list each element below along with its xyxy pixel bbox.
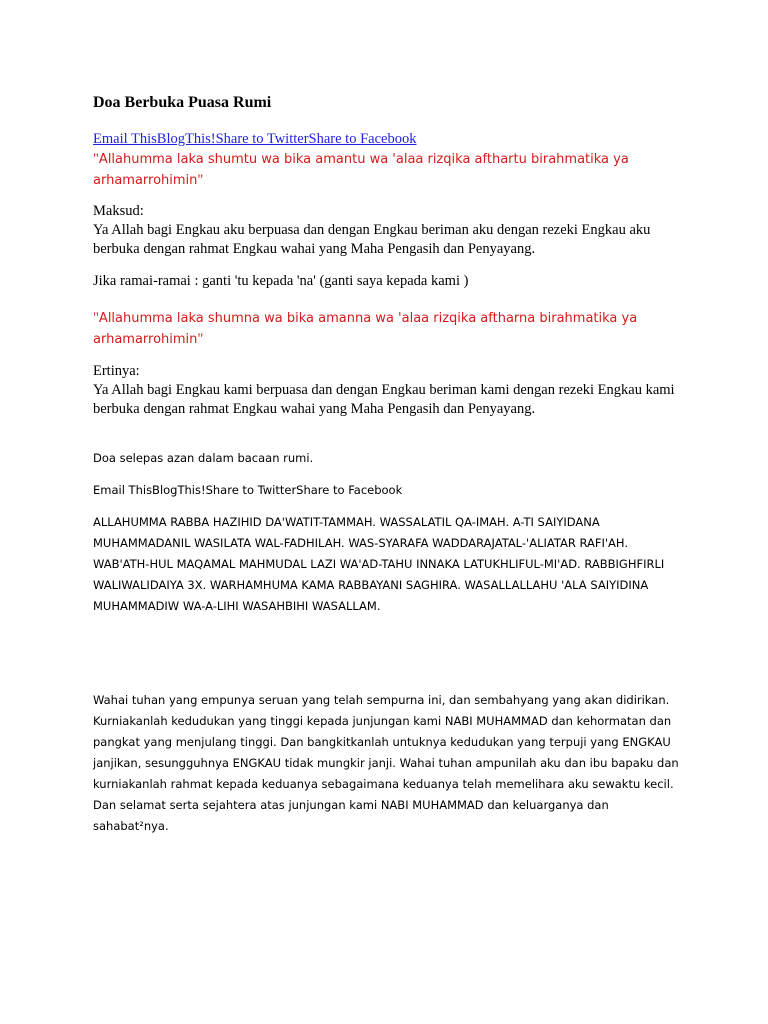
- share-links-2[interactable]: Email ThisBlogThis!Share to TwitterShare to Facebook: [93, 483, 403, 497]
- jika-note: Jika ramai-ramai : ganti 'tu kepada 'na' (ganti saya kepada kami ): [93, 273, 469, 289]
- maksud-section: [93, 202, 693, 259]
- ertinya-section: [93, 362, 693, 419]
- doa-azan-translation: Wahai tuhan yang empunya seruan yang telah sempurna ini, dan sembahyang yang akan didirikan. Kurniakanlah kedudukan yang tinggi kepada junjungan kami NABI MUHAMMAD dan kehormatan dan pangkat yang menjulang tinggi. Dan bangkitkanlah untuknya kedudukan yang terpuji yang ENGKAU janjikan, sesungguhnya ENGKAU tidak mungkir janji. Wahai tuhan ampunilah aku dan ibu bapaku dan kurniakanlah rahmat kepada keduanya sebagaimana keduanya telah memelihara aku sewaktu kecil. Dan selamat serta sejahtera atas junjungan kami NABI MUHAMMAD dan keluarganya dan sahabat²nya.: [93, 693, 679, 833]
- quote-open: ": [93, 151, 99, 167]
- doa-berbuka-quote: [93, 149, 653, 191]
- quote-close: ": [197, 331, 204, 347]
- share-links[interactable]: Email ThisBlogThis!Share to TwitterShare to Facebook: [93, 131, 417, 147]
- ertinya-label: Ertinya:: [93, 363, 140, 379]
- maksud-label: Maksud:: [93, 203, 144, 219]
- page-title: Doa Berbuka Puasa Rumi: [93, 94, 272, 111]
- doa-berbuka-text: Allahumma laka shumtu wa bika amantu wa 'alaa rizqika afthartu birahmatika ya arhamarrohimin: [93, 152, 629, 188]
- ertinya-text: Ya Allah bagi Engkau kami berpuasa dan dengan Engkau beriman kami dengan rezeki Engkau kami berbuka dengan rahmat Engkau wahai yang Maha Pengasih dan Penyayang.: [93, 382, 675, 417]
- doa-azan-heading: Doa selepas azan dalam bacaan rumi.: [93, 451, 314, 465]
- maksud-text: Ya Allah bagi Engkau aku berpuasa dan dengan Engkau beriman aku dengan rezeki Engkau aku berbuka dengan rahmat Engkau wahai yang Maha Pengasih dan Penyayang.: [93, 222, 651, 257]
- doa-azan-text: ALLAHUMMA RABBA HAZIHID DA'WATIT-TAMMAH. WASSALATIL QA-IMAH. A-TI SAIYIDANA MUHAMMADANIL WASILATA WAL-FADHILAH. WAS-SYARAFA WADDARAJATAL-'ALIATAR RAFI'AH. WAB'ATH-HUL MAQAMAL MAHMUDAL LAZI WA'AD-TAHU INNAKA LATUKHLIFUL-MI'AD. RABBIGHFIRLI WALIWALIDAIYA 3X. WARHAMHUMA KAMA RABBAYANI SAGHIRA. WASALLALLAHU 'ALA SAIYIDINA MUHAMMADIW WA-A-LIHI WASAHBIHI WASALLAM.: [93, 515, 665, 613]
- quote-open: ": [93, 310, 99, 326]
- quote-close: ": [197, 172, 204, 188]
- doa-berbuka-plural-quote: [93, 308, 653, 350]
- doa-berbuka-plural-text: Allahumma laka shumna wa bika amanna wa 'alaa rizqika aftharna birahmatika ya arhamarrohimin: [93, 311, 638, 347]
